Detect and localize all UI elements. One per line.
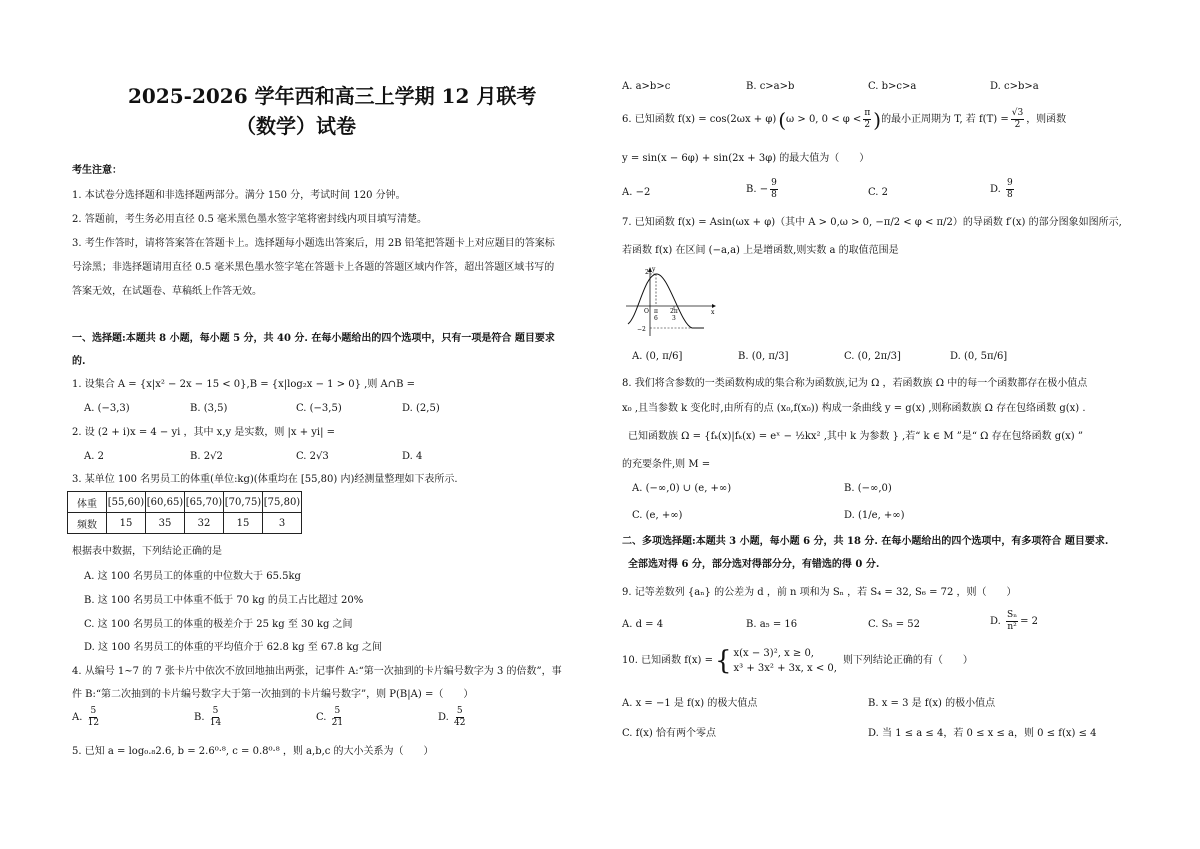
section1-heading-cont: 的. xyxy=(72,356,86,367)
notice-heading: 考生注意： xyxy=(72,165,122,176)
q7-option-b: B. (0, π/3] xyxy=(738,351,789,362)
question-9-stem: 9. 记等差数列 {aₙ} 的公差为 d ，前 n 项和为 Sₙ ，若 S₄ = 32, S₆ = 72 ，则（ ） xyxy=(622,587,1017,598)
case-line: x³ + 3x² + 3x, x < 0, xyxy=(733,663,837,674)
table-cell: [65,70) xyxy=(185,492,224,513)
derivative-graph xyxy=(624,266,718,338)
section2-heading-cont: 全部选对得 6 分，部分选对得部分分，有错选的得 0 分. xyxy=(628,559,880,570)
question-1-stem: 1. 设集合 A = {x|x² − 2x − 15 < 0},B = {x|log₂x − 1 > 0} ,则 A∩B = xyxy=(72,379,416,390)
option-label: C. xyxy=(316,712,327,723)
question-8-line1: 8. 我们将含参数的一类函数构成的集合称为函数族,记为 Ω ，若函数族 Ω 中的每一个函数都存在极小值点 xyxy=(622,378,1088,389)
q7-option-d: D. (0, 5π/6] xyxy=(950,351,1008,362)
question-6-line2: y = sin(x − 6φ) + sin(2x + 3φ) 的最大值为（ ） xyxy=(622,153,870,164)
notice-item: 3. 考生作答时，请将答案答在答题卡上。选择题每小题选出答案后，用 2B 铅笔把答题卡上对应题目的答案标 xyxy=(72,238,555,249)
exam-title: 2025-2026 学年西和高三上学期 12 月联考 xyxy=(128,84,537,108)
q10-option-d: D. 当 1 ≤ a ≤ 4，若 0 ≤ x ≤ a，则 0 ≤ f(x) ≤ 4 xyxy=(868,728,1097,739)
q7-option-a: A. (0, π/6] xyxy=(632,351,683,362)
q2-option-a: A. 2 xyxy=(84,451,104,462)
option-label: D. xyxy=(990,183,1001,195)
right-paren: ) xyxy=(873,107,882,132)
q2-option-b: B. 2√2 xyxy=(190,451,223,462)
question-7-line2: 若函数 f(x) 在区间 (−a,a) 上是增函数,则实数 a 的取值范围是 xyxy=(622,245,899,256)
denominator: 2 xyxy=(1014,120,1021,130)
q3-option-a: A. 这 100 名男员工的体重的中位数大于 65.5kg xyxy=(84,571,301,582)
numerator: 5 xyxy=(90,706,97,716)
notice-item: 号涂黑；非选择题请用直径 0.5 毫米黑色墨水签字笔在答题卡上各题的答题区域内作答，超出答题区域书写的 xyxy=(72,262,555,273)
table-cell: 32 xyxy=(185,513,224,534)
option-value: −2 xyxy=(635,187,651,198)
numerator: 5 xyxy=(456,706,463,716)
q1-option-d: D. (2,5) xyxy=(402,403,440,414)
tick-label-2pi: 2π xyxy=(670,308,678,315)
section1-heading: 一、选择题:本题共 8 小题，每小题 5 分，共 40 分. 在每小题给出的四个选项中，只有一项是符合 题目要求 xyxy=(72,333,555,344)
question-5-stem: 5. 已知 a = log₀.₈2.6, b = 2.6⁰·⁸, c = 0.8⁰·⁸ ，则 a,b,c 的大小关系为（ ） xyxy=(72,746,434,757)
denominator: 42 xyxy=(454,718,466,728)
question-4-line1: 4. 从编号 1~7 的 7 张卡片中依次不放回地抽出两张，记事件 A:“第一次抽到的卡片编号数字为 3 的倍数”，事 xyxy=(72,666,562,677)
table-cell: [70,75) xyxy=(224,492,263,513)
q9-option-b: B. a₅ = 16 xyxy=(746,619,798,630)
q10-text: 则下列结论正确的有（ ） xyxy=(842,655,973,666)
tick-label-6: 6 xyxy=(654,315,658,322)
denominator: 12 xyxy=(87,718,100,728)
q4-option-b xyxy=(194,706,223,729)
q4-option-d xyxy=(438,706,467,729)
q9-option-a: A. d = 4 xyxy=(622,619,664,630)
option-label: C. xyxy=(868,187,879,198)
notice-item: 1. 本试卷分选择题和非选择题两部分。满分 150 分，考试时间 120 分钟。 xyxy=(72,190,406,201)
question-8-line3: 已知函数族 Ω = {fₖ(x)|fₖ(x) = eˣ − ½kx² ,其中 k 为参数 } ,若“ k ∈ M ”是“ Ω 存在包络函数 g(x) ” xyxy=(628,431,1083,442)
q1-option-c: C. (−3,5) xyxy=(296,403,342,414)
q4-option-a xyxy=(72,706,101,729)
option-label: B. xyxy=(746,183,757,195)
derivative-curve xyxy=(628,274,704,328)
q6-option-d xyxy=(990,178,1016,201)
x-axis-label: x xyxy=(711,309,715,316)
q10-option-a: A. x = −1 是 f(x) 的极大值点 xyxy=(622,698,758,709)
table-cell: 35 xyxy=(146,513,185,534)
section2-heading: 二、多项选择题:本题共 3 小题，每小题 6 分，共 18 分. 在每小题给出的四个选项中，有多项符合 题目要求. xyxy=(622,536,1109,547)
piecewise-cases xyxy=(734,646,837,676)
option-value: = 2 xyxy=(1020,615,1039,627)
denominator: 21 xyxy=(331,718,344,728)
y-min-label: −2 xyxy=(637,326,646,333)
q6-text: 6. 已知函数 f(x) = cos(2ωx + φ) xyxy=(622,113,777,125)
fraction xyxy=(1011,108,1024,131)
table-cell: 15 xyxy=(224,513,263,534)
q2-option-c: C. 2√3 xyxy=(296,451,329,462)
fraction xyxy=(332,706,343,729)
denominator: 8 xyxy=(1007,190,1013,200)
table-cell: 频数 xyxy=(68,513,107,534)
q6-option-a xyxy=(622,186,650,200)
notice-item: 答案无效，在试题卷、草稿纸上作答无效。 xyxy=(72,286,262,297)
option-value: 2 xyxy=(881,187,889,198)
fraction xyxy=(1006,178,1014,201)
table-cell: [75,80) xyxy=(263,492,302,513)
q2-option-d: D. 4 xyxy=(402,451,423,462)
q5-option-c: C. b>c>a xyxy=(868,81,917,92)
q9-option-c: C. S₅ = 52 xyxy=(868,619,920,630)
option-sign: − xyxy=(759,183,769,195)
question-6-line1 xyxy=(622,108,1066,131)
origin-label: O xyxy=(644,308,649,315)
option-label: D. xyxy=(990,615,1001,627)
option-label: A. xyxy=(72,712,83,723)
numerator: π xyxy=(864,108,871,118)
y-axis-label: y xyxy=(652,266,656,273)
numerator: Sₙ xyxy=(1007,610,1018,620)
q5-option-d: D. c>b>a xyxy=(990,81,1039,92)
q9-option-d xyxy=(990,610,1038,633)
table-row xyxy=(68,513,302,534)
x-axis-arrow-icon xyxy=(712,304,716,308)
numerator: √3 xyxy=(1011,108,1024,118)
q10-option-c: C. f(x) 恰有两个零点 xyxy=(622,728,716,739)
q6-condition: ω > 0, 0 < φ < xyxy=(786,113,862,125)
q4-option-c xyxy=(316,706,345,729)
denominator: 2 xyxy=(864,120,871,130)
denominator: 14 xyxy=(209,718,222,728)
table-row xyxy=(68,492,302,513)
left-paren: ( xyxy=(778,107,787,132)
q8-option-b: B. (−∞,0) xyxy=(844,483,892,494)
case-line: x(x − 3)², x ≥ 0, xyxy=(733,648,814,659)
tick-label-3: 3 xyxy=(672,315,676,322)
q3-option-b: B. 这 100 名男员工中体重不低于 70 kg 的员工占比超过 20% xyxy=(84,595,364,606)
question-7-line1: 7. 已知函数 f(x) = Asin(ωx + φ)（其中 A > 0,ω > 0, −π/2 < φ < π/2）的导函数 f′(x) 的部分图象如图所示, xyxy=(622,217,1122,228)
q3-option-d: D. 这 100 名男员工的体重的平均值介于 62.8 kg 至 67.8 kg 之间 xyxy=(84,642,382,653)
q3-lead: 根据表中数据，下列结论正确的是 xyxy=(72,546,222,557)
table-cell: 3 xyxy=(263,513,302,534)
brace-icon: { xyxy=(714,646,732,676)
fraction xyxy=(210,706,221,729)
table-cell: 15 xyxy=(107,513,146,534)
numerator: 5 xyxy=(212,706,219,716)
q8-option-d: D. (1/e, +∞) xyxy=(844,510,905,521)
option-label: B. xyxy=(194,712,205,723)
q1-option-b: B. (3,5) xyxy=(190,403,228,414)
option-label: A. xyxy=(622,187,633,198)
exam-subtitle: （数学）试卷 xyxy=(236,114,356,138)
numerator: 9 xyxy=(1007,178,1013,188)
table-cell: [55,60) xyxy=(107,492,146,513)
tick-label-pi: π xyxy=(654,308,658,315)
table-cell: 体重 xyxy=(68,492,107,513)
numerator: 9 xyxy=(771,178,777,188)
question-3-stem: 3. 某单位 100 名男员工的体重(单位:kg)(体重均在 [55,80) 内)经测量整理如下表所示. xyxy=(72,474,458,485)
numerator: 5 xyxy=(334,706,341,716)
denominator: 8 xyxy=(771,190,777,200)
weight-table xyxy=(67,491,302,534)
table-cell: [60,65) xyxy=(146,492,185,513)
option-label: D. xyxy=(438,712,449,723)
question-8-line2: x₀ ,且当参数 k 变化时,由所有的点 (x₀,f(x₀)) 构成一条曲线 y = g(x) ,则称函数族 Ω 存在包络函数 g(x) . xyxy=(622,403,1086,414)
q10-option-b: B. x = 3 是 f(x) 的极小值点 xyxy=(868,698,996,709)
fraction xyxy=(454,706,465,729)
q5-option-b: B. c>a>b xyxy=(746,81,795,92)
q7-option-c: C. (0, 2π/3] xyxy=(844,351,901,362)
notice-item: 2. 答题前，考生务必用直径 0.5 毫米黑色墨水签字笔将密封线内项目填写清楚。 xyxy=(72,214,427,225)
q10-text: 10. 已知函数 f(x) = xyxy=(622,655,713,666)
y-max-label: 2 xyxy=(645,269,649,276)
q8-option-a: A. (−∞,0) ∪ (e, +∞) xyxy=(632,483,732,494)
q6-text: 的最小正周期为 T, 若 f(T) = xyxy=(881,113,1009,125)
question-10-stem xyxy=(622,646,973,676)
question-8-line4: 的充要条件,则 M = xyxy=(622,459,711,470)
q1-option-a: A. (−3,3) xyxy=(84,403,130,414)
fraction xyxy=(1006,610,1018,633)
q6-option-c xyxy=(868,186,888,200)
q8-option-c: C. (e, +∞) xyxy=(632,510,683,521)
q5-option-a: A. a>b>c xyxy=(622,81,671,92)
fraction xyxy=(863,108,871,131)
question-4-line2: 件 B:“第二次抽到的卡片编号数字大于第一次抽到的卡片编号数字”，则 P(B|A) =（ ） xyxy=(72,689,474,700)
denominator: n² xyxy=(1007,622,1017,632)
fraction xyxy=(770,178,778,201)
q3-option-c: C. 这 100 名男员工的体重的极差介于 25 kg 至 30 kg 之间 xyxy=(84,619,353,630)
fraction xyxy=(88,706,99,729)
q6-option-b xyxy=(746,178,780,201)
q6-text: ，则函数 xyxy=(1026,113,1067,125)
question-2-stem: 2. 设 (2 + i)x = 4 − yi ，其中 x,y 是实数，则 |x + yi| = xyxy=(72,427,336,438)
